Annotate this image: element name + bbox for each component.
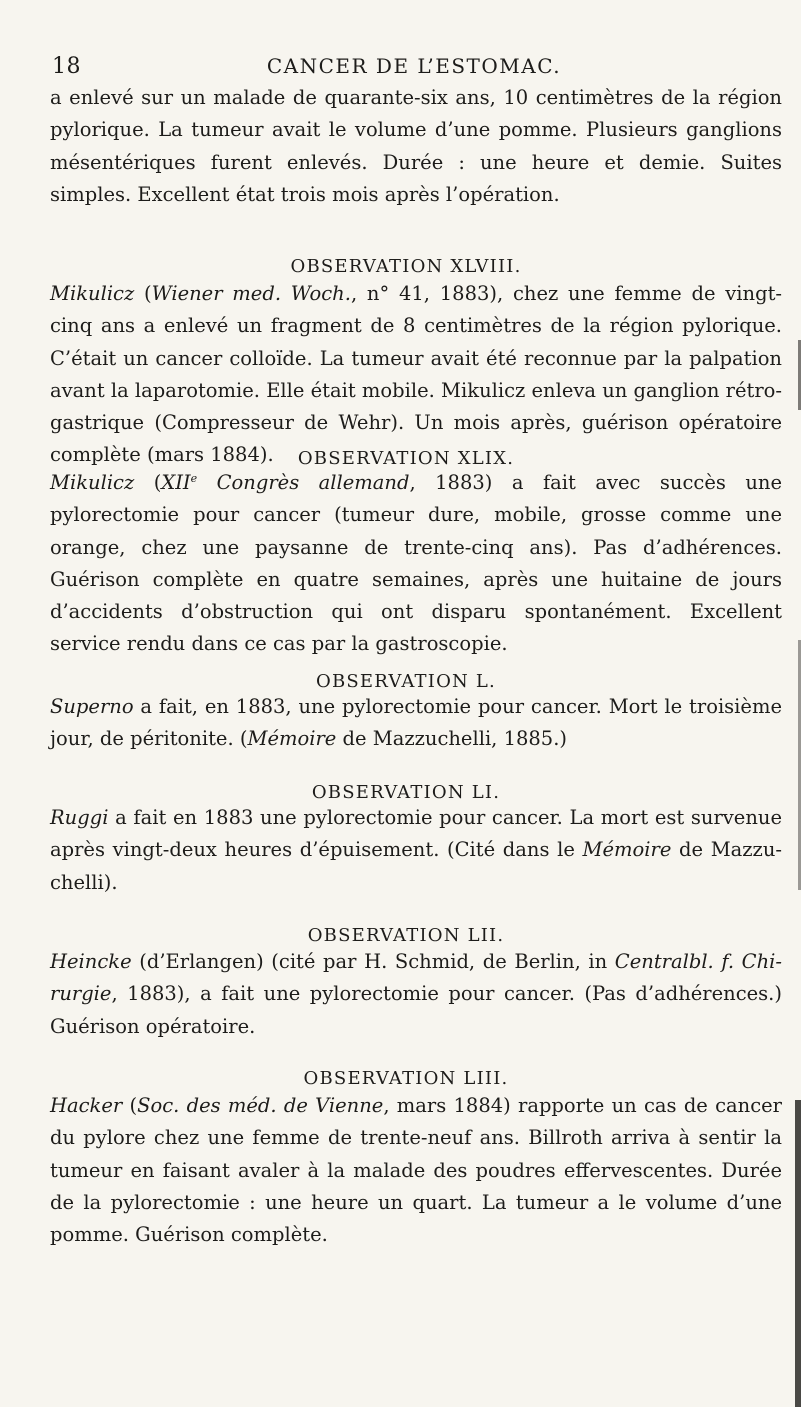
author-name: Ruggi bbox=[50, 806, 109, 829]
paragraph-text: ( bbox=[134, 282, 152, 305]
reference: Wiener med. Woch. bbox=[151, 282, 351, 305]
reference: Mémoire bbox=[247, 727, 337, 751]
reference: Centralbl. f. Chirurgie bbox=[50, 950, 782, 1006]
author-name: Mikulicz bbox=[50, 471, 135, 494]
reference bbox=[161, 471, 409, 494]
paragraph-text: a fait, en 1883, une pylorectomie pour cancer. Mort le troisième jour, de péritonite. ( bbox=[50, 695, 782, 751]
paragraph-text: (d’Erlangen) (cité par H. Schmid, de Berlin, in bbox=[131, 950, 615, 973]
reference: Soc. des méd. de Vienne bbox=[137, 1094, 384, 1117]
observation-paragraph-50 bbox=[50, 691, 782, 756]
page-number: 18 bbox=[52, 54, 81, 79]
paragraph-text: , n° 41, 1883), chez une femme de vingt-cinq ans a enlevé un fragment de 8 centimètres de la région pylorique. C’était un cancer colloïde. La tumeur avait été reconnue par la palpation avant la laparotomie. Elle était mobile. Mikulicz enleva un ganglion rétro-gastrique (Compresseur de Wehr). Un mois après, guérison opératoire complète (mars 1884). bbox=[50, 282, 783, 467]
page-edge-shadow bbox=[795, 1100, 801, 1407]
reference: Mémoire bbox=[582, 838, 672, 862]
intro-paragraph: a enlevé sur un malade de quarante-six ans, 10 centimètres de la région pylorique. La tumeur avait le volume d’une pomme. Plusieurs ganglions mésentériques furent enlevés. Durée : une heure et demie. Suites simples. Excellent état trois mois après l’opération. bbox=[50, 86, 782, 206]
author-name: Superno bbox=[50, 695, 134, 718]
observation-paragraph-52 bbox=[50, 946, 782, 1043]
running-title: CANCER DE L’ESTOMAC. bbox=[266, 54, 562, 78]
observation-heading-48: OBSERVATION XLVIII. bbox=[290, 256, 522, 277]
paragraph-text: , 1883), a fait une pylorectomie pour cancer. (Pas d’adhérences.) Guérison opératoire. bbox=[50, 982, 782, 1038]
paragraph-text: a fait en 1883 une pylorectomie pour cancer. La mort est survenue après vingt-deux heures d’épuisement. (Cité dans le bbox=[50, 806, 782, 862]
paragraph-text: ( bbox=[134, 471, 162, 494]
paragraph-text: ( bbox=[122, 1094, 138, 1117]
observation-paragraph-51 bbox=[50, 802, 782, 899]
author-name: Mikulicz bbox=[50, 282, 135, 305]
observation-paragraph-53 bbox=[50, 1090, 782, 1251]
author-name: Heincke bbox=[50, 950, 132, 973]
observation-paragraph-49 bbox=[50, 467, 782, 661]
reference-part: Congrès allemand bbox=[197, 471, 410, 494]
observation-heading-51: OBSERVATION LI. bbox=[311, 782, 501, 803]
paragraph-text: , 1883) a fait avec succès une pylorectomie pour cancer (tumeur dure, mobile, grosse comme une orange, chez une paysanne de trente-cinq ans). Pas d’adhérences. Guérison complète en quatre semaines, après une huitaine de jours d’accidents d’obstruction qui ont disparu spontanément. Excellent service rendu dans ce cas par la gastroscopie. bbox=[50, 471, 783, 656]
observation-heading-50: OBSERVATION L. bbox=[316, 671, 496, 692]
paragraph-text: de Mazzuchelli). bbox=[50, 838, 782, 894]
observation-heading-49: OBSERVATION XLIX. bbox=[297, 448, 515, 469]
reference-part: XII bbox=[161, 471, 191, 494]
paragraph-text: , mars 1884) rapporte un cas de cancer du pylore chez une femme de trente-neuf ans. Billroth arriva à sentir la tumeur en faisant avaler à la malade des poudres effervescentes. Durée de la pylorectomie : une heure un quart. La tumeur a le volume d’une pomme. Guérison complète. bbox=[50, 1094, 782, 1247]
author-name: Hacker bbox=[50, 1094, 123, 1117]
superscript: e bbox=[190, 472, 198, 485]
observation-heading-53: OBSERVATION LIII. bbox=[303, 1068, 509, 1089]
paragraph-text: de Mazzuchelli, 1885.) bbox=[336, 727, 568, 751]
observation-paragraph-48 bbox=[50, 278, 782, 472]
observation-heading-52: OBSERVATION LII. bbox=[307, 925, 505, 946]
